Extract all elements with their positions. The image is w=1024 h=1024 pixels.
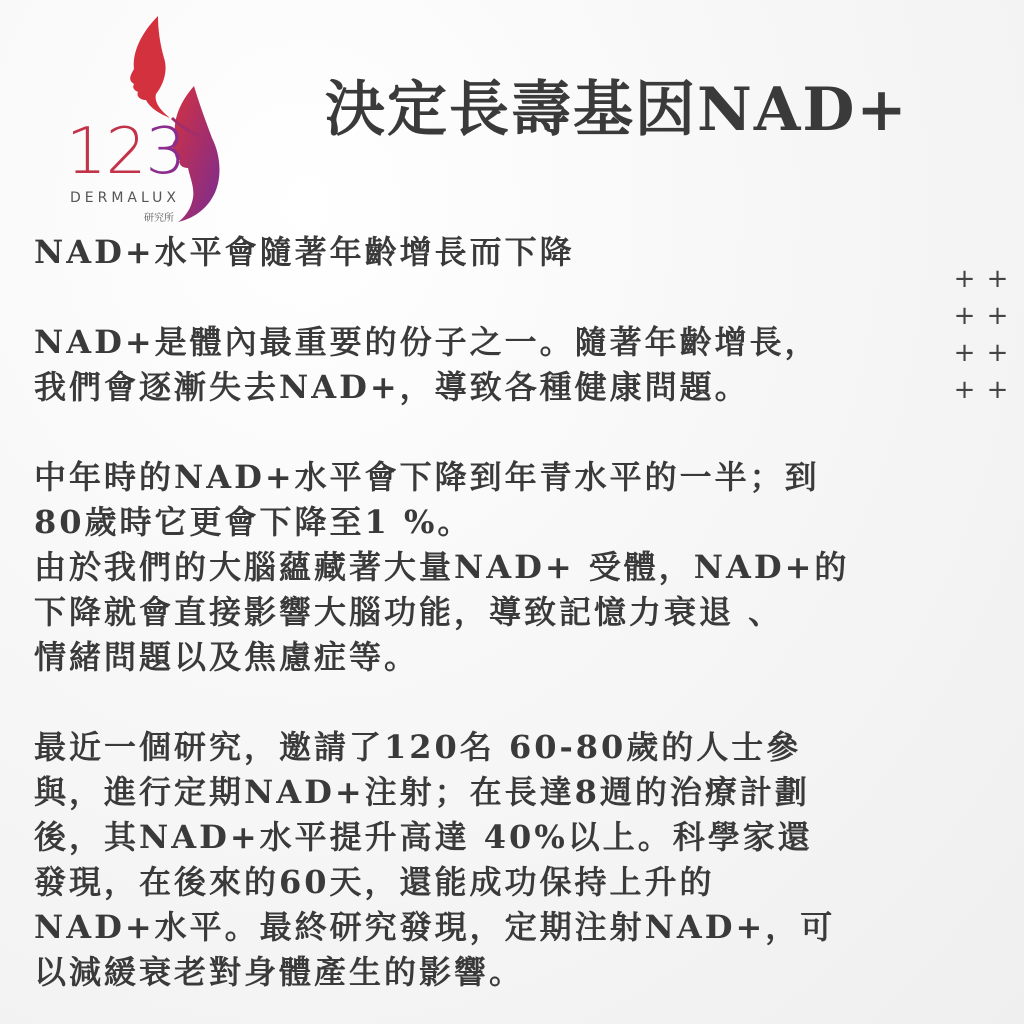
plus-icon: + (986, 338, 1009, 368)
paragraph: NAD+是體內最重要的份子之一。隨著年齡增長， 我們會逐漸失去NAD+，導致各種健康問題。 (34, 323, 820, 406)
paragraph-heading: NAD+水平會隨著年齡增長而下降 (34, 233, 575, 271)
plus-icon: + (986, 301, 1009, 331)
page-title: 決定長壽基因NAD+ (325, 75, 909, 145)
paragraph: 中年時的NAD+水平會下降到年青水平的一半；到 80歲時它更會下降至1 %。 由於我們的大腦蘊藏著大量NAD+ 受體，NAD+的 下降就會直接影響大腦功能，導致記憶力衰退 、 情緒問題以及焦慮症等。 (34, 458, 850, 676)
paragraph: 最近一個研究，邀請了120名 60-80歲的人士參 與，進行定期NAD+注射；在長達8週的治療計劃 後，其NAD+水平提升高達 40%以上。科學家還 發現，在後來的60天，還能成功保持上升的 NAD+水平。最終研究發現，定期注射NAD+，可 以減緩衰老對身體產生的影響。 (34, 728, 836, 991)
plus-icon: + (953, 301, 976, 331)
plus-icon: + (986, 264, 1009, 294)
plus-icon: + (953, 338, 976, 368)
brand-logo (60, 14, 250, 224)
logo-number: 123 (66, 115, 186, 189)
article-body (34, 230, 964, 995)
plus-icon: + (953, 264, 976, 294)
logo-brand-text: DERMALUX (70, 190, 180, 206)
logo-subtitle: 研究所 (144, 213, 174, 224)
plus-icon: + (986, 375, 1009, 405)
plus-icon: + (953, 375, 976, 405)
